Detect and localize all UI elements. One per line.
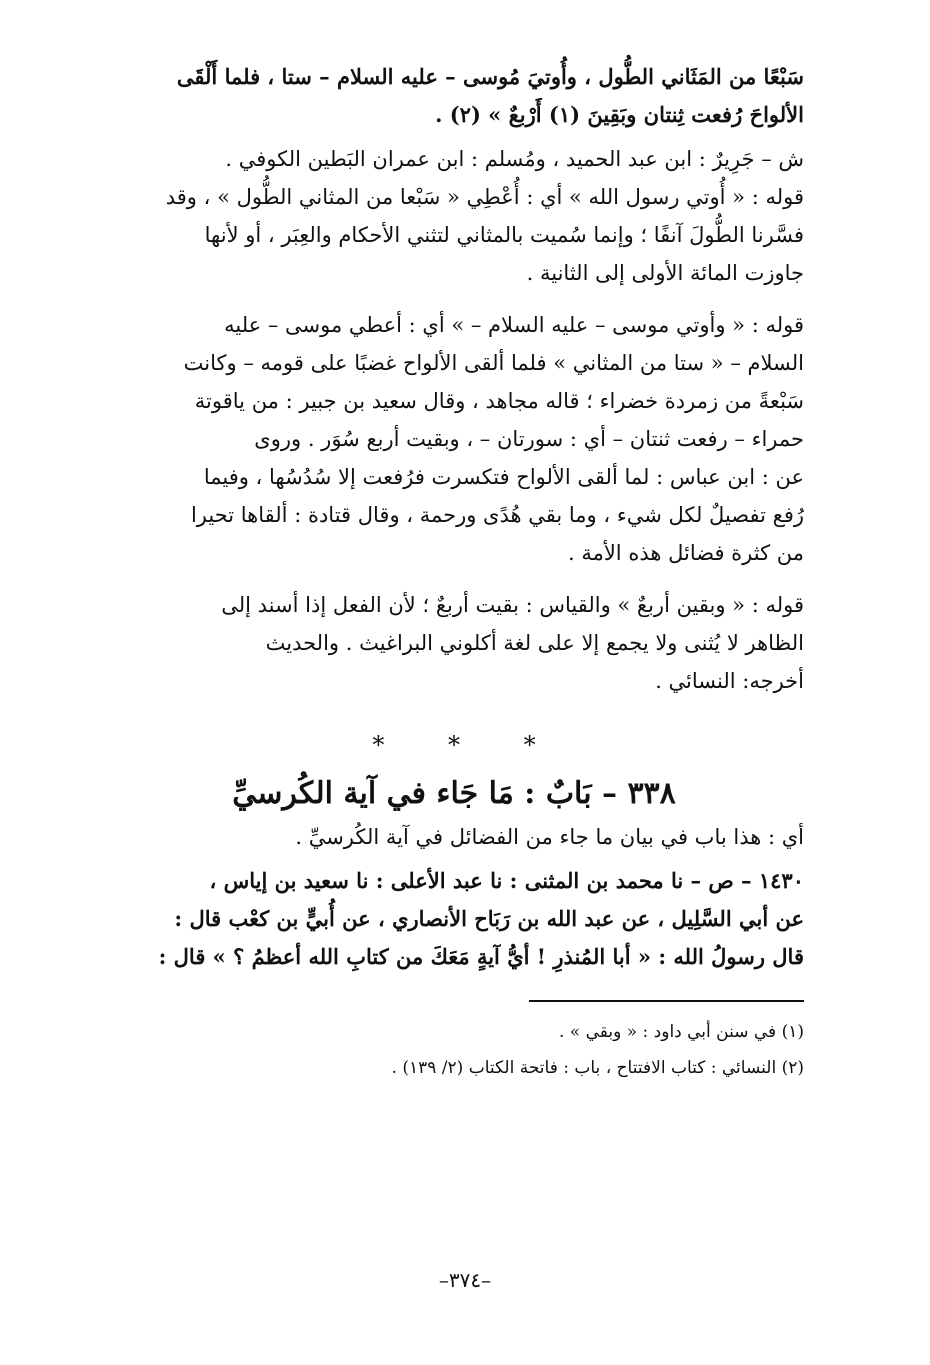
text-line: جاوزت المائة الأولى إلى الثانية . [526, 261, 804, 285]
commentary-paragraph [104, 586, 804, 700]
chapter-intro: أي : هذا باب في بيان ما جاء من الفضائل في آية الكُرسيِّ . [295, 825, 804, 849]
text-line: سَبْعةً من زمردة خضراء ؛ قاله مجاهد ، وقال سعيد بن جبير : من ياقوتة [194, 389, 804, 413]
text-line: الألواحَ رُفعت ثِنتان وبَقِينَ (١) أَرْبعٌ » (٢) . [435, 102, 804, 127]
commentary-paragraph [104, 306, 804, 572]
page-number: –٣٧٤– [438, 1268, 492, 1292]
footnotes [104, 1014, 804, 1086]
text-line: قال رسولُ الله : « أبا المُنذرِ ! أيُّ آيةٍ مَعَكَ من كتابِ الله أعظمُ ؟ » قال : [158, 944, 804, 969]
text-line: فسَّرنا الطُّولَ آنفًا ؛ وإنما سُميت بالمثاني لتثني الأحكام والعِبَر ، أو لأنها [204, 223, 804, 247]
chapter-title: ٣٣٨ – بَابٌ : مَا جَاء في آية الكُرسيِّ [232, 776, 676, 811]
text-line: الظاهر لا يُثنى ولا يجمع إلا على لغة أكلوني البراغيث . والحديث [265, 631, 804, 655]
commentary-names [104, 140, 804, 178]
text-line: ش – جَرِيرٌ : ابن عبد الحميد ، ومُسلم : ابن عمران البَطين الكوفي . [225, 147, 804, 171]
text-line: سَبْعًا من المَثَاني الطُّول ، وأُوتيَ مُوسى – عليه السلام – ستا ، فلما أَلْقَى [176, 64, 804, 89]
text-line: قوله : « وبقين أربعٌ » والقياس : بقيت أربعٌ ؛ لأن الفعل إذا أسند إلى [221, 593, 804, 617]
hadith-1430 [104, 862, 804, 976]
text-line: حمراء – رفعت ثنتان – أي : سورتان – ، وبقيت أربع سُوَر . وروى [254, 427, 804, 451]
text-line: السلام – « ستا من المثاني » فلما ألقى الألواح غضبًا على قومه – وكانت [183, 351, 804, 375]
footnote-divider [529, 1000, 804, 1002]
footnote-1: (١) في سنن أبي داود : « وبقي » . [559, 1022, 804, 1042]
footnote-2: (٢) النسائي : كتاب الافتتاح ، باب : فاتحة الكتاب (٢/ ١٣٩) . [391, 1058, 804, 1078]
text-line: عن : ابن عباس : لما ألقى الألواح فتكسرت فرُفعت إلا سُدُسُها ، وفيما [203, 465, 804, 489]
page-body [104, 58, 804, 1086]
hadith-text [104, 58, 804, 134]
section-separator: * * * [372, 731, 564, 759]
text-line: عن أبي السَّلِيل ، عن عبد الله بن رَبَاح الأنصاري ، عن أُبيٍّ بن كعْب قال : [174, 906, 804, 931]
text-line: من كثرة فضائل هذه الأمة . [567, 541, 804, 565]
text-line: قوله : « وأوتي موسى – عليه السلام – » أي : أعطي موسى – عليه [224, 313, 804, 337]
text-line: رُفع تفصيلٌ لكل شيء ، وما بقي هُدًى ورحمة ، وقال قتادة : ألقاها تحيرا [190, 503, 804, 527]
commentary-paragraph [104, 178, 804, 292]
text-line: قوله : « أُوتي رسول الله » أي : أُعْطِي « سَبْعا من المثاني الطُّول » ، وقد [165, 185, 804, 209]
text-line: ١٤٣٠ – ص – نا محمد بن المثنى : نا عبد الأعلى : نا سعيد بن إياس ، [209, 868, 804, 893]
text-line: أخرجه: النسائي . [655, 669, 804, 693]
